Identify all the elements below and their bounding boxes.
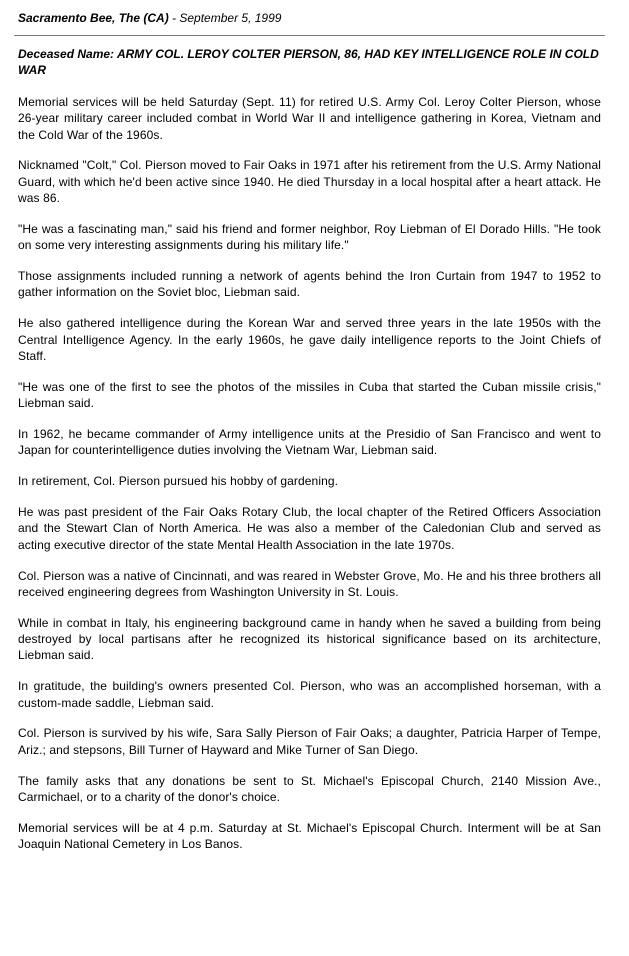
article-paragraph: "He was a fascinating man," said his friend and former neighbor, Roy Liebman of El Dorado Hills. "He took on some very interesting assignments during his military life."	[18, 221, 601, 253]
article-paragraph: In gratitude, the building's owners presented Col. Pierson, who was an accomplished horseman, with a custom-made saddle, Liebman said.	[18, 679, 601, 710]
article-paragraph: Nicknamed "Colt," Col. Pierson moved to Fair Oaks in 1971 after his retirement from the U.S. Army National Guard, with which he'd been active since 1940. He died Thursday in a local hospital after a heart attack. He was 86.	[18, 158, 601, 206]
article-paragraph: Memorial services will be at 4 p.m. Saturday at St. Michael's Episcopal Church. Interment will be at San Joaquin National Cemetery in Los Banos.	[18, 820, 601, 852]
article-paragraph: Memorial services will be held Saturday (Sept. 11) for retired U.S. Army Col. Leroy Colter Pierson, whose 26-year military career included combat in World War II and intelligence gathering in Korea, Vietnam and the Cold War of the 1960s.	[18, 95, 601, 142]
article-paragraph: Col. Pierson was a native of Cincinnati, and was reared in Webster Grove, Mo. He and his three brothers all received engineering degrees from Washington University in St. Louis.	[18, 568, 601, 599]
article-paragraph: He also gathered intelligence during the Korean War and served three years in the late 1950s with the Central Intelligence Agency. In the early 1960s, he gave daily intelligence reports to the Joint Chiefs of Staff.	[18, 316, 601, 363]
publication-date: September 5, 1999	[179, 11, 282, 25]
article-headline: Deceased Name: ARMY COL. LEROY COLTER PIERSON, 86, HAD KEY INTELLIGENCE ROLE IN COLD WAR	[18, 47, 599, 77]
source-separator: -	[168, 11, 180, 25]
article-paragraph: The family asks that any donations be sent to St. Michael's Episcopal Church, 2140 Mission Ave., Carmichael, or to a charity of the donor's choice.	[18, 773, 601, 804]
article-paragraph: He was past president of the Fair Oaks Rotary Club, the local chapter of the Retired Officers Association and the Stewart Clan of North America. He was also a member of the Caledonian Club and served as acting executive director of the state Mental Health Association in the late 1970s.	[18, 505, 601, 552]
article-paragraph: In retirement, Col. Pierson pursued his hobby of gardening.	[18, 474, 339, 489]
article-paragraph: "He was one of the first to see the photos of the missiles in Cuba that started the Cuban missile crisis," Liebman said.	[18, 379, 601, 411]
article-paragraph: While in combat in Italy, his engineering background came in handy when he saved a building from being destroyed by local partisans after he recognized its historical significance based on its architecture, Liebman said.	[18, 615, 601, 663]
article-paragraph: In 1962, he became commander of Army intelligence units at the Presidio of San Francisco and went to Japan for counterintelligence duties involving the Vietnam War, Liebman said.	[18, 427, 601, 458]
header-divider	[14, 35, 605, 36]
article-paragraph: Those assignments included running a network of agents behind the Iron Curtain from 1947 to 1952 to gather information on the Soviet bloc, Liebman said.	[18, 269, 601, 300]
article-body	[18, 94, 601, 867]
publication-name: Sacramento Bee, The (CA)	[18, 11, 169, 25]
source-line	[18, 10, 601, 26]
article-paragraph: Col. Pierson is survived by his wife, Sara Sally Pierson of Fair Oaks; a daughter, Patricia Harper of Tempe, Ariz.; and stepsons, Bill Turner of Hayward and Mike Turner of San Diego.	[18, 726, 601, 757]
